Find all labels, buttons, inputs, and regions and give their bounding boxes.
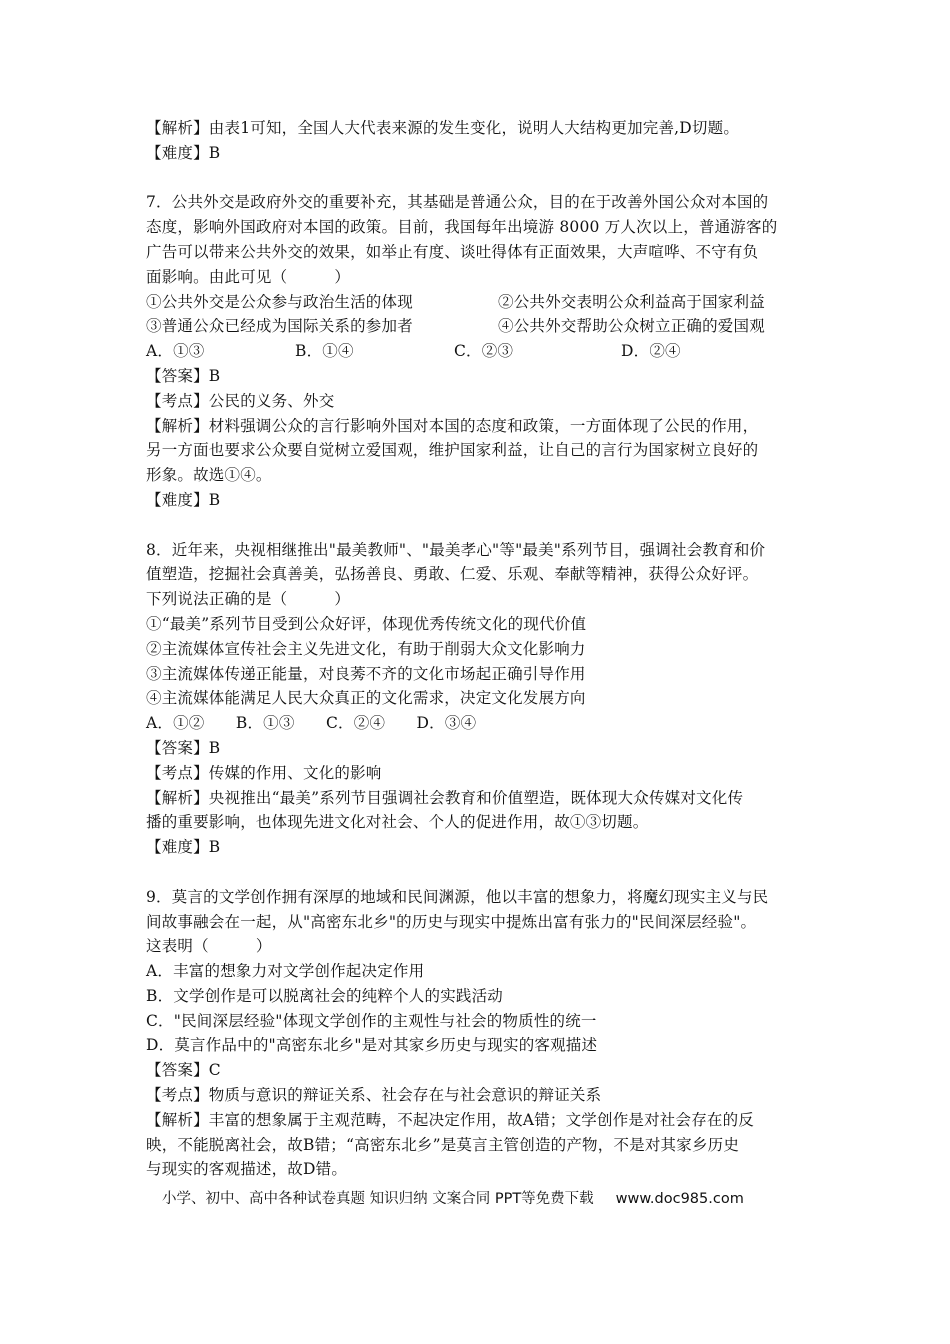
q8-statement-4: ④主流媒体能满足人民大众真正的文化需求，决定文化发展方向 bbox=[146, 689, 586, 708]
q7-stem-line: 态度，影响外国政府对本国的政策。目前，我国每年出境游 8000 万人次以上，普通游客的 bbox=[146, 218, 778, 237]
footer-text: 小学、初中、高中各种试卷真题 知识归纳 文案合同 PPT等免费下载 bbox=[162, 1191, 594, 1207]
q9-point: 【考点】物质与意识的辩证关系、社会存在与社会意识的辩证关系 bbox=[146, 1086, 602, 1105]
q6-difficulty: 【难度】B bbox=[146, 143, 221, 162]
q7-answer: 【答案】B bbox=[146, 366, 221, 385]
q8-analysis-line: 【解析】央视推出“最美”系列节目强调社会教育和价值塑造，既体现大众传媒对文化传 bbox=[146, 788, 744, 807]
q8-answer: 【答案】B bbox=[146, 738, 221, 757]
spacer bbox=[146, 513, 811, 538]
q7-option-a: A．①③ bbox=[146, 342, 205, 361]
question-9 bbox=[146, 885, 811, 1183]
q9-stem-line: 间故事融会在一起，从"高密东北乡"的历史与现实中提炼出富有张力的"民间深层经验"。 bbox=[146, 912, 757, 931]
q7-stem-line: 7．公共外交是政府外交的重要补充，其基础是普通公众，目的在于改善外国公众对本国的 bbox=[146, 193, 769, 212]
q9-analysis-line: 【解析】丰富的想象属于主观范畴，不起决定作用，故A错；文学创作是对社会存在的反 bbox=[146, 1110, 754, 1129]
q7-point: 【考点】公民的义务、外交 bbox=[146, 391, 335, 410]
q7-stem-line: 广告可以带来公共外交的效果，如举止有度、谈吐得体有正面效果，大声喧哗、不守有负 bbox=[146, 242, 759, 261]
q8-difficulty: 【难度】B bbox=[146, 838, 221, 857]
q9-stem-line: 这表明（ ） bbox=[146, 937, 272, 956]
spacer bbox=[146, 166, 811, 191]
q8-analysis-line: 播的重要影响，也体现先进文化对社会、个人的促进作用，故①③切题。 bbox=[146, 813, 649, 832]
q7-analysis-line: 另一方面也要求公众要自觉树立爱国观，维护国家利益，让自己的言行为国家树立良好的 bbox=[146, 441, 759, 460]
q7-statement-row bbox=[146, 290, 811, 315]
q9-stem-line: 9．莫言的文学创作拥有深厚的地域和民间渊源，他以丰富的想象力，将魔幻现实主义与民 bbox=[146, 887, 769, 906]
q9-analysis-line: 映，不能脱离社会，故B错；“高密东北乡”是莫言主管创造的产物，不是对其家乡历史 bbox=[146, 1135, 740, 1154]
page-footer bbox=[162, 1188, 802, 1210]
q7-option-d: D．②④ bbox=[621, 342, 681, 361]
q7-analysis-line: 形象。故选①④。 bbox=[146, 466, 272, 485]
q7-stem-line: 面影响。由此可见（ ） bbox=[146, 267, 351, 286]
q8-stem-line: 值塑造，挖掘社会真善美，弘扬善良、勇敢、仁爱、乐观、奉献等精神，获得公众好评。 bbox=[146, 565, 759, 584]
q9-answer: 【答案】C bbox=[146, 1061, 221, 1080]
q7-option-c: C．②③ bbox=[454, 342, 514, 361]
q7-analysis-line: 【解析】材料强调公众的言行影响外国对本国的态度和政策，一方面体现了公民的作用， bbox=[146, 416, 759, 435]
footer-site-link[interactable]: www.doc985.com bbox=[615, 1191, 744, 1207]
q9-option-d: D．莫言作品中的"高密东北乡"是对其家乡历史与现实的客观描述 bbox=[146, 1036, 598, 1055]
q7-option-b: B．①④ bbox=[295, 342, 354, 361]
document-page bbox=[146, 116, 811, 1182]
question-8 bbox=[146, 538, 811, 860]
q6-analysis: 【解析】由表1可知，全国人大代表来源的发生变化，说明人大结构更加完善,D切题。 bbox=[146, 119, 740, 137]
q7-statement-3: ③普通公众已经成为国际关系的参加者 bbox=[146, 317, 413, 336]
q7-statement-4: ④公共外交帮助公众树立正确的爱国观 bbox=[498, 317, 765, 336]
q8-point: 【考点】传媒的作用、文化的影响 bbox=[146, 763, 382, 782]
q8-stem-line: 8．近年来，央视相继推出"最美教师"、"最美孝心"等"最美"系列节目，强调社会教育和价 bbox=[146, 540, 766, 559]
q9-option-b: B．文学创作是可以脱离社会的纯粹个人的实践活动 bbox=[146, 986, 503, 1005]
q8-options: A．①② B．①③ C．②④ D．③④ bbox=[146, 714, 477, 733]
q7-statement-row bbox=[146, 314, 811, 339]
q8-statement-2: ②主流媒体宣传社会主义先进文化，有助于削弱大众文化影响力 bbox=[146, 639, 586, 658]
q9-analysis-line: 与现实的客观描述，故D错。 bbox=[146, 1160, 348, 1179]
q7-statement-2: ②公共外交表明公众利益高于国家利益 bbox=[498, 292, 765, 311]
q8-statement-3: ③主流媒体传递正能量，对良莠不齐的文化市场起正确引导作用 bbox=[146, 664, 586, 683]
q9-option-c: C．"民间深层经验"体现文学创作的主观性与社会的物质性的统一 bbox=[146, 1011, 597, 1030]
question-7 bbox=[146, 190, 811, 512]
q9-option-a: A．丰富的想象力对文学创作起决定作用 bbox=[146, 962, 425, 981]
spacer bbox=[146, 860, 811, 885]
q8-statement-1: ①“最美”系列节目受到公众好评，体现优秀传统文化的现代价值 bbox=[146, 614, 587, 633]
q7-statement-1: ①公共外交是公众参与政治生活的体现 bbox=[146, 292, 413, 311]
q7-options-row bbox=[146, 339, 811, 364]
q7-difficulty: 【难度】B bbox=[146, 490, 221, 509]
q8-stem-line: 下列说法正确的是（ ） bbox=[146, 590, 351, 609]
